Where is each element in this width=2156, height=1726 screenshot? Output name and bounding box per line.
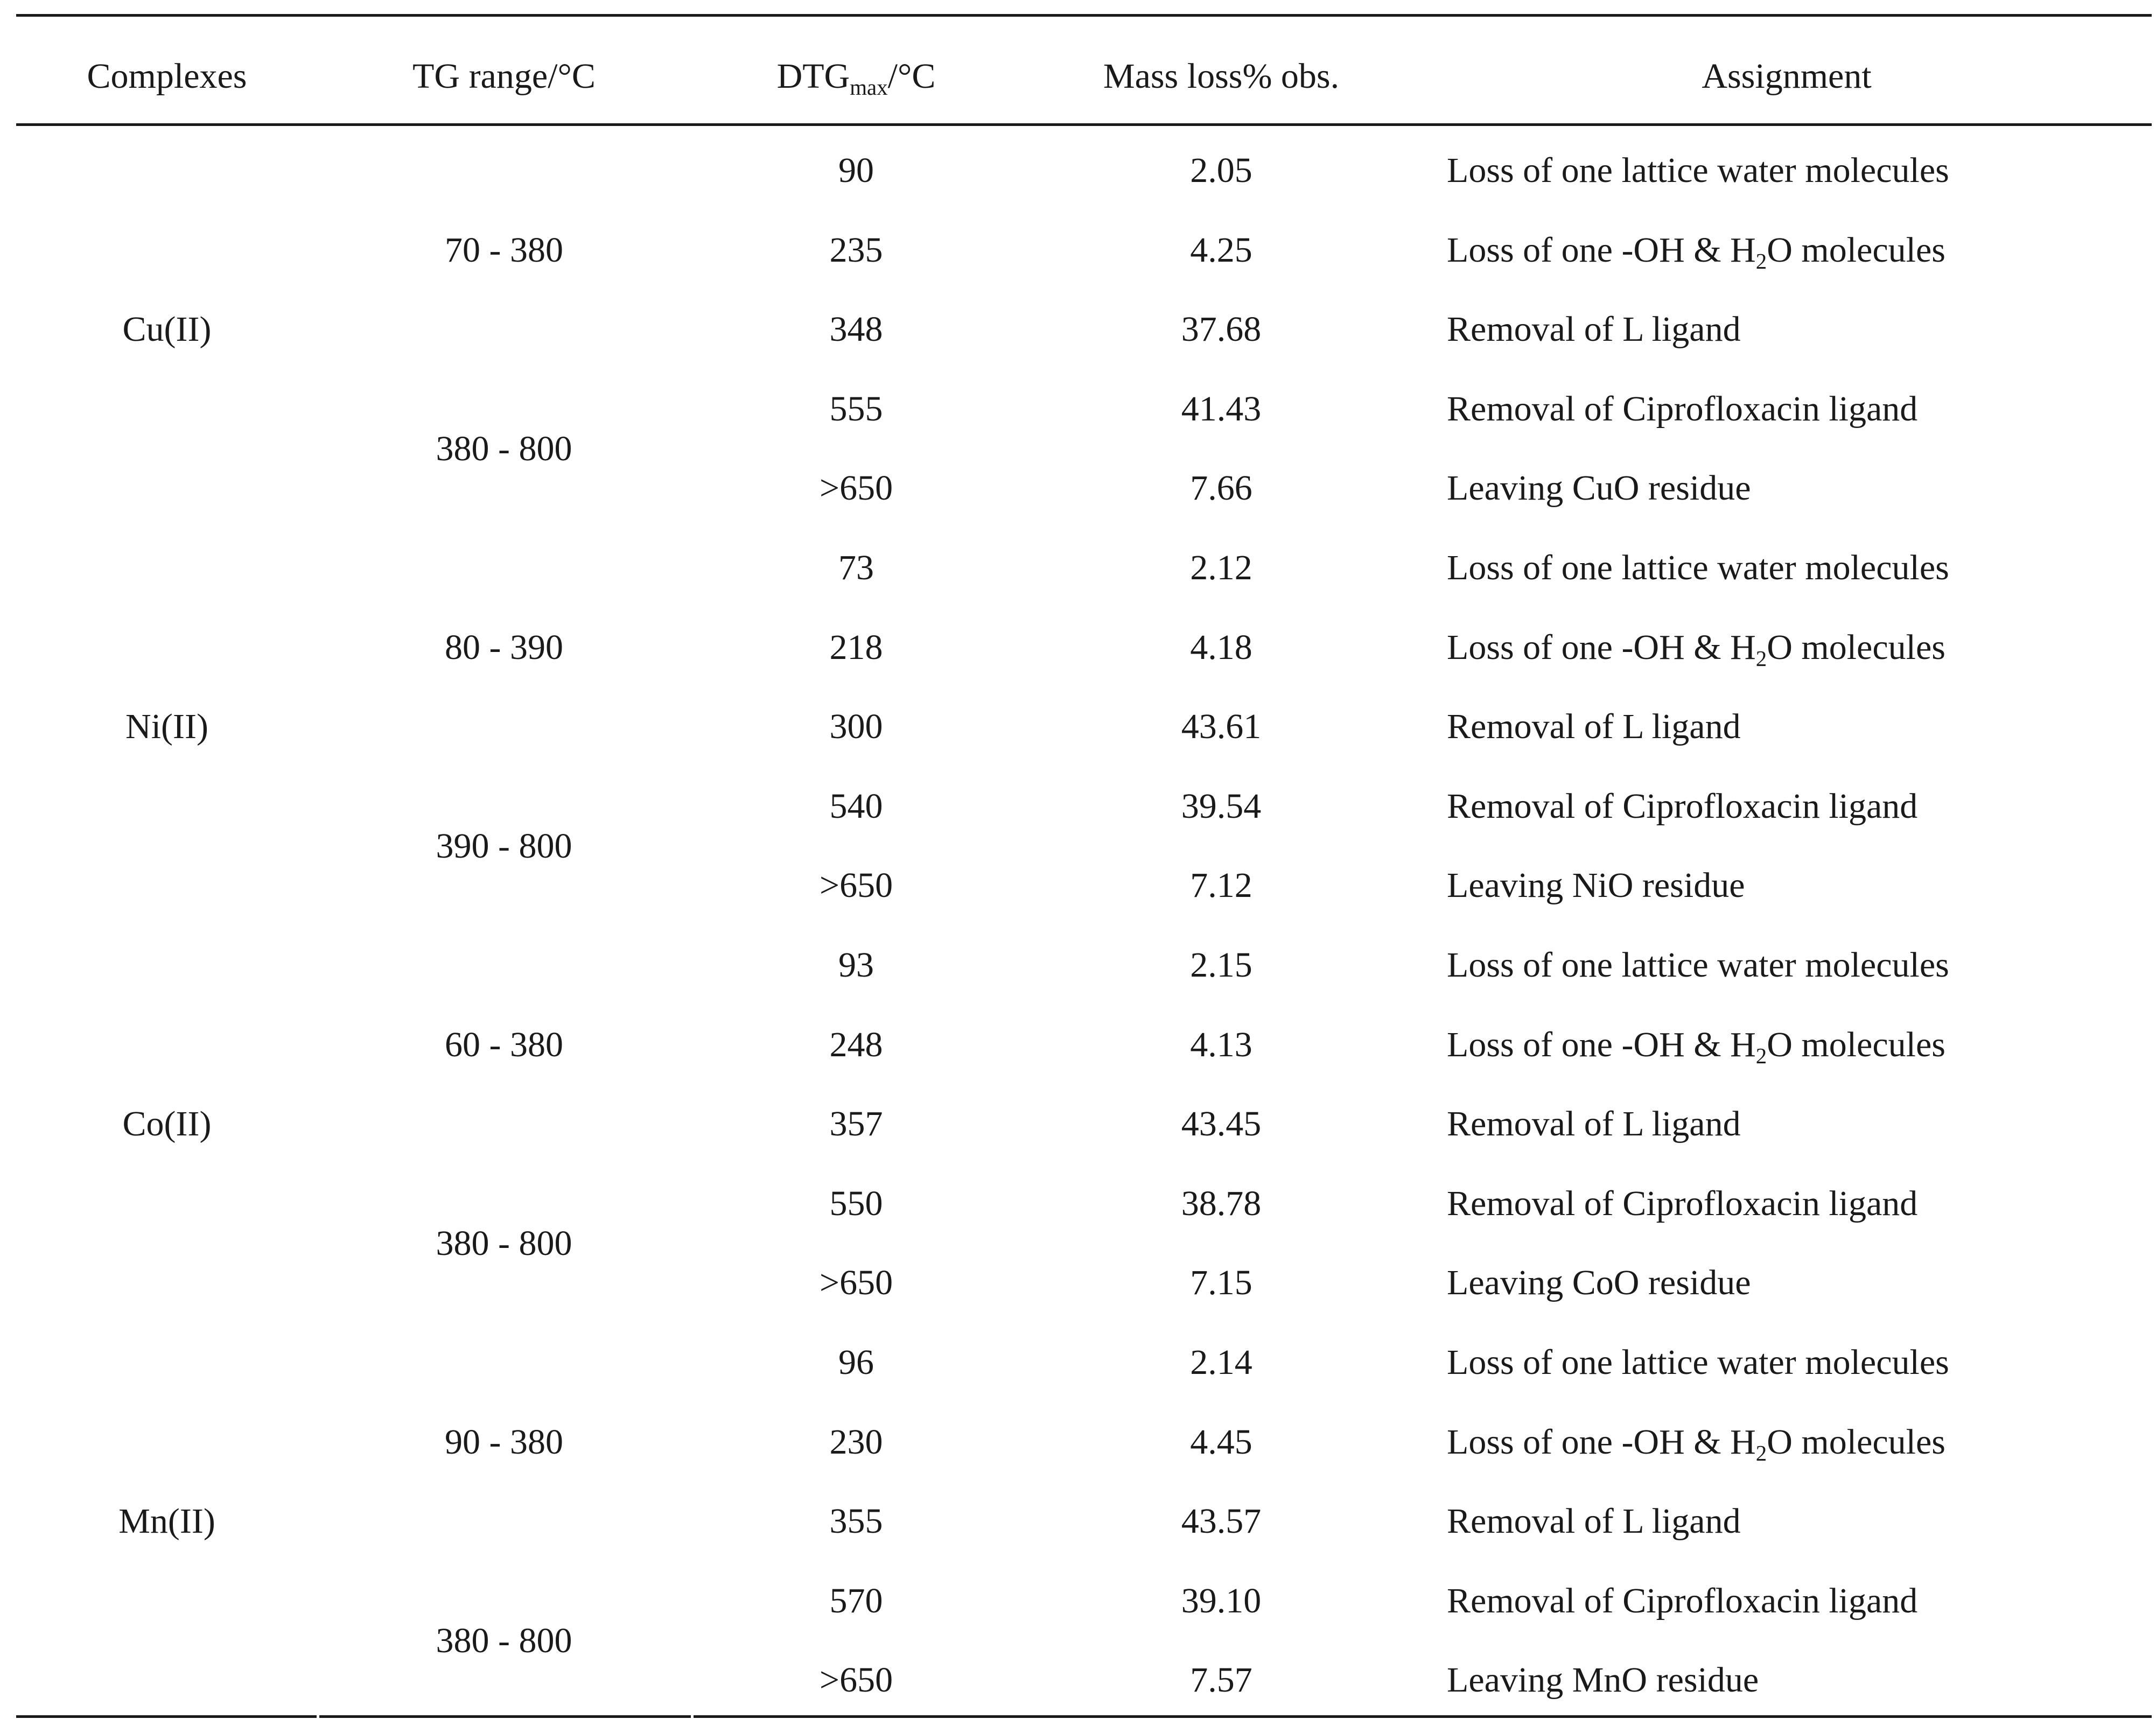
header-tg-range: TG range/°C bbox=[412, 57, 596, 96]
assignment-cell bbox=[1447, 945, 1949, 985]
tg-range-cell: 60 - 380 bbox=[445, 1025, 563, 1064]
mass-loss-cell: 43.57 bbox=[1181, 1502, 1262, 1541]
mass-loss-cell: 4.18 bbox=[1190, 627, 1252, 667]
mass-loss-cell: 37.68 bbox=[1181, 310, 1262, 349]
assignment-cell bbox=[1447, 786, 1918, 826]
assignment-cell bbox=[1447, 1422, 1945, 1465]
assignment-text: Removal of Ciprofloxacin ligand bbox=[1447, 1183, 1918, 1223]
tg-range-cell: 70 - 380 bbox=[445, 230, 563, 270]
assignment-cell bbox=[1447, 1183, 1918, 1223]
table-bottom-rule-3 bbox=[694, 1715, 2152, 1718]
mass-loss-cell: 39.10 bbox=[1181, 1581, 1262, 1620]
assignment-text: Loss of one lattice water molecules bbox=[1447, 548, 1949, 587]
assignment-cell bbox=[1447, 1345, 1949, 1380]
assignment-cell bbox=[1447, 1504, 1741, 1539]
assignment-cell bbox=[1447, 1662, 1759, 1698]
dtg-cell: >650 bbox=[819, 1660, 893, 1700]
assignment-text: Leaving NiO residue bbox=[1447, 866, 1745, 906]
mass-loss-cell: 7.15 bbox=[1190, 1263, 1252, 1303]
tg-range-cell: 380 - 800 bbox=[436, 1620, 572, 1660]
dtg-cell: 300 bbox=[829, 707, 883, 747]
tg-range-cell: 380 - 800 bbox=[436, 1223, 572, 1263]
assignment-text: Loss of one -OH & H bbox=[1447, 627, 1756, 667]
dtg-cell: 235 bbox=[829, 230, 883, 270]
assignment-text: Leaving CoO residue bbox=[1447, 1263, 1751, 1303]
dtg-cell: 550 bbox=[829, 1183, 883, 1223]
dtg-cell: 230 bbox=[829, 1422, 883, 1462]
assignment-cell bbox=[1447, 153, 1949, 188]
assignment-cell bbox=[1447, 709, 1741, 745]
mass-loss-cell: 4.13 bbox=[1190, 1025, 1252, 1064]
mass-loss-cell: 41.43 bbox=[1181, 389, 1262, 429]
header-dtg-max bbox=[776, 57, 936, 100]
mass-loss-cell: 38.78 bbox=[1181, 1183, 1262, 1223]
dtg-cell: 96 bbox=[838, 1343, 874, 1382]
tg-range-cell: 80 - 390 bbox=[445, 627, 563, 667]
complex-label: Cu(II) bbox=[122, 310, 212, 349]
header-dtg-sub: max bbox=[850, 75, 888, 100]
assignment-cell bbox=[1447, 627, 1945, 671]
assignment-text-tail: O molecules bbox=[1767, 1025, 1945, 1064]
mass-loss-cell: 39.54 bbox=[1181, 786, 1262, 826]
assignment-text: Loss of one lattice water molecules bbox=[1447, 1343, 1949, 1382]
assignment-text: Removal of L ligand bbox=[1447, 1502, 1741, 1541]
complex-label: Ni(II) bbox=[125, 707, 208, 747]
dtg-cell: 555 bbox=[829, 389, 883, 429]
mass-loss-cell: 2.05 bbox=[1190, 151, 1252, 190]
assignment-text: Removal of Ciprofloxacin ligand bbox=[1447, 389, 1918, 429]
mass-loss-cell: 7.66 bbox=[1190, 468, 1252, 508]
header-complexes: Complexes bbox=[87, 57, 247, 96]
table-bottom-rule-1 bbox=[16, 1715, 317, 1718]
dtg-cell: 355 bbox=[829, 1502, 883, 1541]
mass-loss-cell: 2.14 bbox=[1190, 1343, 1252, 1382]
dtg-cell: >650 bbox=[819, 866, 893, 906]
dtg-cell: 248 bbox=[829, 1025, 883, 1064]
assignment-text-tail: O molecules bbox=[1767, 1422, 1945, 1462]
assignment-text-tail: O molecules bbox=[1767, 230, 1945, 270]
tg-range-cell: 90 - 380 bbox=[445, 1422, 563, 1462]
assignment-cell bbox=[1447, 550, 1949, 586]
dtg-cell: >650 bbox=[819, 1263, 893, 1303]
complex-label: Co(II) bbox=[122, 1104, 212, 1144]
assignment-cell bbox=[1447, 1025, 1945, 1068]
mass-loss-cell: 4.45 bbox=[1190, 1422, 1252, 1462]
assignment-subscript: 2 bbox=[1755, 646, 1767, 671]
assignment-text: Removal of Ciprofloxacin ligand bbox=[1447, 786, 1918, 826]
mass-loss-cell: 7.12 bbox=[1190, 866, 1252, 906]
header-assignment: Assignment bbox=[1702, 57, 1872, 96]
complex-label: Mn(II) bbox=[118, 1502, 215, 1541]
dtg-cell: 348 bbox=[829, 310, 883, 349]
assignment-text: Leaving CuO residue bbox=[1447, 468, 1751, 508]
tg-range-cell: 380 - 800 bbox=[436, 429, 572, 468]
assignment-cell bbox=[1447, 1583, 1917, 1619]
assignment-text: Loss of one -OH & H bbox=[1447, 230, 1756, 270]
dtg-cell: 90 bbox=[838, 151, 874, 190]
dtg-cell: >650 bbox=[819, 468, 893, 508]
assignment-cell bbox=[1447, 1106, 1741, 1142]
dtg-cell: 540 bbox=[829, 786, 883, 826]
assignment-text: Removal of L ligand bbox=[1447, 310, 1741, 349]
assignment-text: Loss of one -OH & H bbox=[1447, 1025, 1756, 1064]
header-dtg-unit: /°C bbox=[887, 57, 936, 96]
assignment-cell bbox=[1447, 312, 1741, 347]
table-top-rule bbox=[16, 14, 2152, 17]
table-bottom-rule-2 bbox=[319, 1715, 691, 1718]
assignment-text: Removal of L ligand bbox=[1447, 1104, 1741, 1144]
dtg-cell: 357 bbox=[829, 1104, 883, 1144]
assignment-cell bbox=[1447, 230, 1945, 273]
assignment-text: Loss of one -OH & H bbox=[1447, 1422, 1756, 1462]
assignment-subscript: 2 bbox=[1755, 249, 1767, 273]
mass-loss-cell: 2.12 bbox=[1190, 548, 1252, 587]
dtg-cell: 73 bbox=[838, 548, 874, 587]
header-mass-loss: Mass loss% obs. bbox=[1103, 57, 1340, 96]
assignment-cell bbox=[1447, 391, 1917, 427]
assignment-cell bbox=[1447, 866, 1745, 906]
dtg-cell: 218 bbox=[829, 627, 883, 667]
tg-range-cell: 390 - 800 bbox=[436, 826, 572, 866]
assignment-text: Loss of one lattice water molecules bbox=[1447, 151, 1949, 190]
mass-loss-cell: 7.57 bbox=[1190, 1660, 1252, 1700]
assignment-text: Removal of L ligand bbox=[1447, 707, 1741, 747]
assignment-text: Loss of one lattice water molecules bbox=[1447, 945, 1949, 985]
assignment-subscript: 2 bbox=[1755, 1043, 1767, 1068]
mass-loss-cell: 4.25 bbox=[1190, 230, 1252, 270]
assignment-text-tail: O molecules bbox=[1767, 627, 1945, 667]
assignment-text: Removal of Ciprofloxacin ligand bbox=[1447, 1581, 1918, 1620]
assignment-subscript: 2 bbox=[1755, 1441, 1767, 1465]
assignment-cell bbox=[1447, 468, 1751, 508]
assignment-cell bbox=[1447, 1265, 1751, 1301]
table-header-rule bbox=[16, 123, 2152, 126]
mass-loss-cell: 43.45 bbox=[1181, 1104, 1262, 1144]
mass-loss-cell: 2.15 bbox=[1190, 945, 1252, 985]
header-dtg-main: DTG bbox=[776, 57, 850, 96]
dtg-cell: 570 bbox=[829, 1581, 883, 1620]
dtg-cell: 93 bbox=[838, 945, 874, 985]
assignment-text: Leaving MnO residue bbox=[1447, 1660, 1759, 1700]
mass-loss-cell: 43.61 bbox=[1181, 707, 1262, 747]
